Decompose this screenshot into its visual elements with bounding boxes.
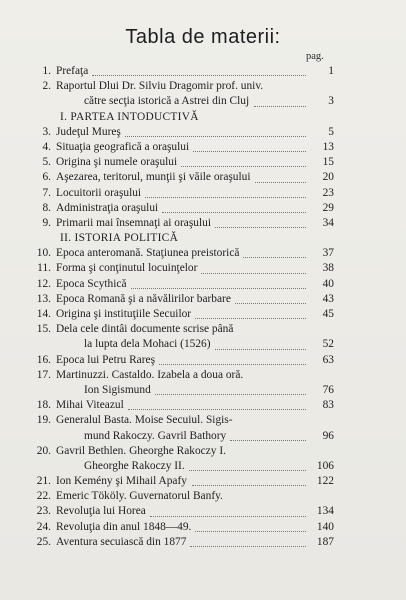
toc-entry-title: Aventura secuiască din 1877 — [56, 535, 187, 548]
toc-entry-number: 9. — [42, 216, 51, 229]
dot-leader — [230, 440, 306, 441]
toc-entry-title: mund Rakoczy. Gavril Bathory — [84, 429, 227, 442]
toc-entry-title: Ion Sigismund — [84, 383, 151, 396]
toc-entry — [34, 444, 334, 459]
toc-entry — [34, 94, 334, 109]
page-title: Tabla de materii: — [125, 26, 281, 48]
toc-entry-number: 2. — [42, 80, 51, 93]
toc-entry-title: Revoluţia lui Horea — [56, 505, 146, 518]
toc-page-number: 187 — [316, 535, 334, 548]
dot-leader — [150, 516, 306, 517]
toc-page-number: 76 — [322, 383, 334, 396]
toc-entry — [34, 413, 334, 428]
toc-entry-title: Origina şi instituţiile Secuilor — [56, 308, 192, 320]
toc-entry-title: Epoca Scythică — [56, 277, 127, 290]
dot-leader — [255, 182, 306, 183]
toc-entry-title: Gavril Bethlen. Gheorghe Rakoczy I. — [56, 444, 226, 457]
toc-entry-title: Mihai Viteazul — [56, 399, 124, 412]
toc-entry — [34, 535, 334, 550]
toc-entry — [34, 429, 334, 444]
toc-entry-title: Situaţia geografică a oraşului — [56, 140, 190, 153]
toc-entry-title: Dela cele dintâi documente scrise până — [56, 323, 234, 336]
dot-leader — [155, 394, 306, 395]
toc-page-number: 13 — [322, 140, 334, 153]
toc-entry-title: Primarii mai însemnaţi ai oraşului — [56, 216, 212, 229]
toc-entry-number: 1. — [42, 65, 51, 77]
toc-page-number: 122 — [316, 475, 334, 488]
toc-entry-title: Revoluţia din anul 1848—49. — [56, 520, 192, 533]
toc-entry — [34, 155, 334, 170]
dot-leader — [195, 318, 306, 319]
toc-entry-title: Forma şi conţinutul locuinţelor — [56, 262, 198, 275]
toc-entry — [34, 322, 334, 337]
toc-entry-title: Aşezarea, teritorul, munţii şi văile oraşului — [56, 171, 251, 184]
toc-entry — [34, 368, 334, 383]
toc-page-number: 3 — [328, 95, 334, 108]
toc-entry-number: 22. — [36, 490, 51, 503]
toc-entry-number: 8. — [42, 201, 51, 214]
toc-entry-title: Administraţia oraşului — [56, 201, 159, 214]
dot-leader — [159, 364, 306, 365]
toc-entry-number: 14. — [36, 308, 51, 320]
dot-leader — [162, 212, 306, 213]
toc-entry-number: 17. — [36, 368, 51, 381]
dot-leader — [254, 106, 306, 107]
toc-entry-number: 12. — [36, 277, 51, 290]
toc-section-heading — [34, 231, 334, 246]
toc-page-number: 106 — [316, 459, 334, 472]
toc-entry — [34, 140, 334, 155]
toc-page-number: 45 — [322, 308, 334, 320]
dot-leader — [128, 409, 306, 410]
toc-entry — [34, 398, 334, 413]
dot-leader — [189, 470, 306, 471]
toc-entry-number: 6. — [42, 171, 51, 184]
toc-entry-number: 19. — [36, 414, 51, 427]
dot-leader — [243, 257, 306, 258]
toc-entry — [34, 337, 334, 352]
toc-entry — [34, 216, 334, 231]
toc-page-number: 40 — [322, 277, 334, 290]
dot-leader — [92, 75, 306, 76]
toc-entry-number: 11. — [37, 262, 51, 275]
toc-page-number: 20 — [322, 171, 334, 184]
toc-page-number: 83 — [322, 399, 334, 412]
toc-entry-title: Epoca Romană şi a năvălirilor barbare — [56, 292, 231, 305]
toc-page-number: 34 — [322, 216, 334, 229]
toc-page-number: 96 — [322, 429, 334, 442]
toc-entry-number: 10. — [36, 247, 51, 260]
toc-page-number: 43 — [322, 292, 334, 305]
dot-leader — [215, 349, 306, 350]
toc-entry-number: 18. — [36, 399, 51, 412]
toc-entry — [34, 201, 334, 216]
toc-entry-title: Origina şi numele oraşului — [56, 156, 178, 169]
dot-leader — [125, 136, 306, 137]
toc-entry — [34, 246, 334, 261]
toc-entry-number: 20. — [36, 444, 51, 457]
toc-entry — [34, 292, 334, 307]
section-title: II. ISTORIA POLITICĂ — [60, 232, 179, 245]
toc-entry — [34, 489, 334, 504]
dot-leader — [195, 531, 306, 532]
toc-entry-number: 5. — [42, 156, 51, 169]
toc-entry-title: către secţia istorică a Astrei din Cluj — [84, 95, 250, 108]
toc-entry-title: Emeric Tököly. Guvernatorul Banfy. — [56, 490, 223, 503]
toc-entry-title: la lupta dela Mohaci (1526) — [84, 338, 211, 351]
toc-entry-title: Judeţul Mureş — [56, 125, 121, 138]
toc-page-number: 134 — [316, 505, 334, 518]
dot-leader — [193, 151, 306, 152]
toc-entry-title: Ion Kemény şi Mihail Apafy — [56, 475, 187, 488]
toc-entry — [34, 520, 334, 535]
dot-leader — [190, 546, 306, 547]
toc-entry — [34, 459, 334, 474]
toc-entry-number: 15. — [36, 323, 51, 336]
toc-entry-number: 24. — [36, 520, 51, 533]
dot-leader — [181, 166, 306, 167]
dot-leader — [192, 485, 306, 486]
toc-entry — [34, 504, 334, 519]
toc-entry — [34, 261, 334, 276]
dot-leader — [145, 197, 306, 198]
toc-entry-number: 21. — [36, 475, 51, 488]
toc-entry-number: 13. — [36, 292, 51, 305]
toc-entry — [34, 170, 334, 185]
toc-page-number: 15 — [322, 156, 334, 169]
toc-entry-title: Locuitorii oraşului — [56, 186, 142, 199]
toc-entry — [34, 383, 334, 398]
toc-entry-number: 16. — [36, 353, 51, 366]
toc-section-heading — [34, 110, 334, 125]
toc-entry-title: Raportul Dlui Dr. Silviu Dragomir prof. univ. — [56, 80, 264, 93]
dot-leader — [235, 303, 306, 304]
dot-leader — [215, 227, 306, 228]
toc-entry-title: Generalul Basta. Moise Secuiul. Sigis- — [56, 414, 233, 427]
toc-entry-title: Epoca anteromană. Staţiunea preistorică — [56, 247, 240, 260]
toc-page-number: 52 — [322, 338, 334, 351]
toc-entry — [34, 64, 334, 79]
toc-page-number: 23 — [322, 186, 334, 199]
toc-page-number: 5 — [328, 125, 334, 138]
section-title: I. PARTEA INTODUCTIVĂ — [60, 110, 199, 123]
toc-entry-number: 25. — [36, 535, 51, 548]
toc-entry-title: Prefaţa — [56, 65, 89, 77]
toc-page-number: 1 — [328, 65, 334, 77]
toc-page-number: 140 — [316, 520, 334, 533]
toc-entry — [34, 307, 334, 322]
toc-entry-title: Martinuzzi. Castaldo. Izabela a doua oră. — [56, 368, 244, 381]
toc-entry — [34, 474, 334, 489]
toc-page-number: 38 — [322, 262, 334, 275]
toc-page-number: 37 — [322, 247, 334, 260]
toc-entry-number: 3. — [42, 125, 51, 138]
toc-entry-title: Gheorghe Rakoczy II. — [84, 459, 185, 472]
table-of-contents — [34, 64, 334, 550]
page-column-header: pag. — [306, 51, 324, 62]
toc-entry-number: 23. — [36, 505, 51, 518]
toc-entry — [34, 353, 334, 368]
toc-page-number: 29 — [322, 201, 334, 214]
toc-entry — [34, 186, 334, 201]
toc-entry — [34, 277, 334, 292]
toc-entry-number: 7. — [42, 186, 51, 199]
toc-entry — [34, 79, 334, 94]
toc-entry — [34, 125, 334, 140]
dot-leader — [201, 273, 306, 274]
toc-page-number: 63 — [322, 353, 334, 366]
toc-entry-number: 4. — [42, 140, 51, 153]
dot-leader — [131, 288, 306, 289]
toc-entry-title: Epoca lui Petru Rareş — [56, 353, 156, 366]
